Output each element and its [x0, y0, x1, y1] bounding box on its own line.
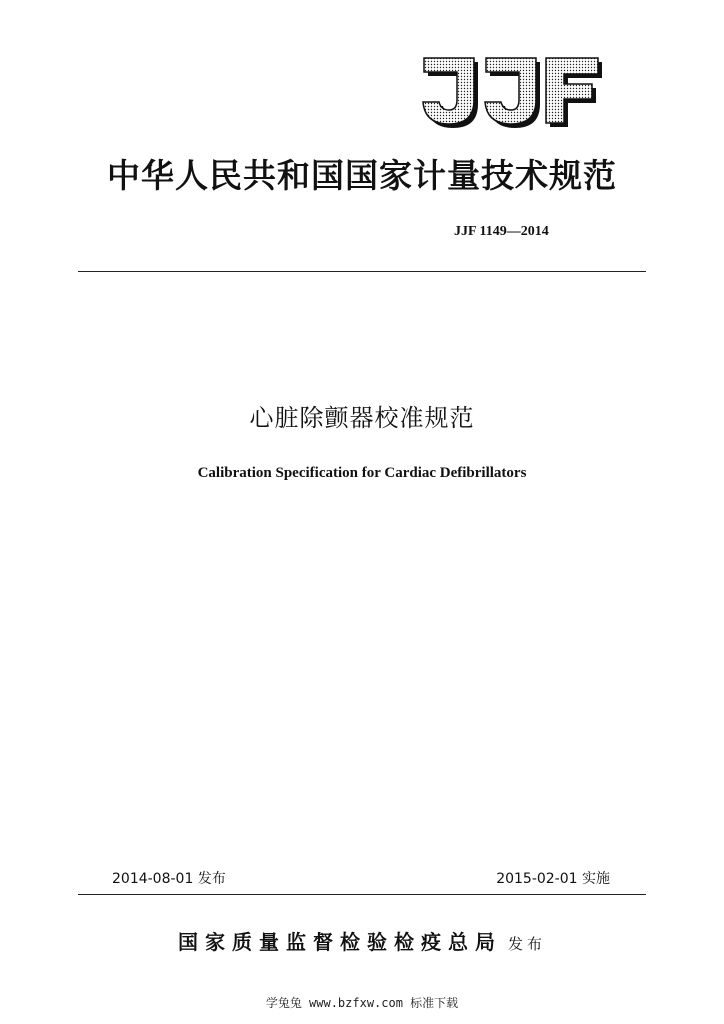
bottom-divider	[78, 894, 646, 895]
issuing-suffix: 发布	[507, 935, 546, 953]
issuing-authority	[0, 926, 724, 955]
chinese-document-title: 心脏除颤器校准规范	[249, 404, 475, 432]
issuing-agency-name: 国家质量监督检验检疫总局	[177, 930, 502, 954]
issue-date: 2014-08-01 发布	[112, 871, 226, 887]
standard-code: JJF 1149—2014	[454, 224, 549, 239]
effective-date: 2015-02-01 实施	[496, 871, 610, 887]
english-document-title: Calibration Specification for Cardiac Defibrillators	[197, 465, 527, 481]
national-standard-title: 中华人民共和国国家计量技术规范	[107, 156, 617, 195]
watermark-footer: 学兔兔 www.bzfxw.com 标准下载	[265, 996, 459, 1010]
top-divider	[78, 271, 646, 272]
jjf-logo	[418, 48, 606, 128]
